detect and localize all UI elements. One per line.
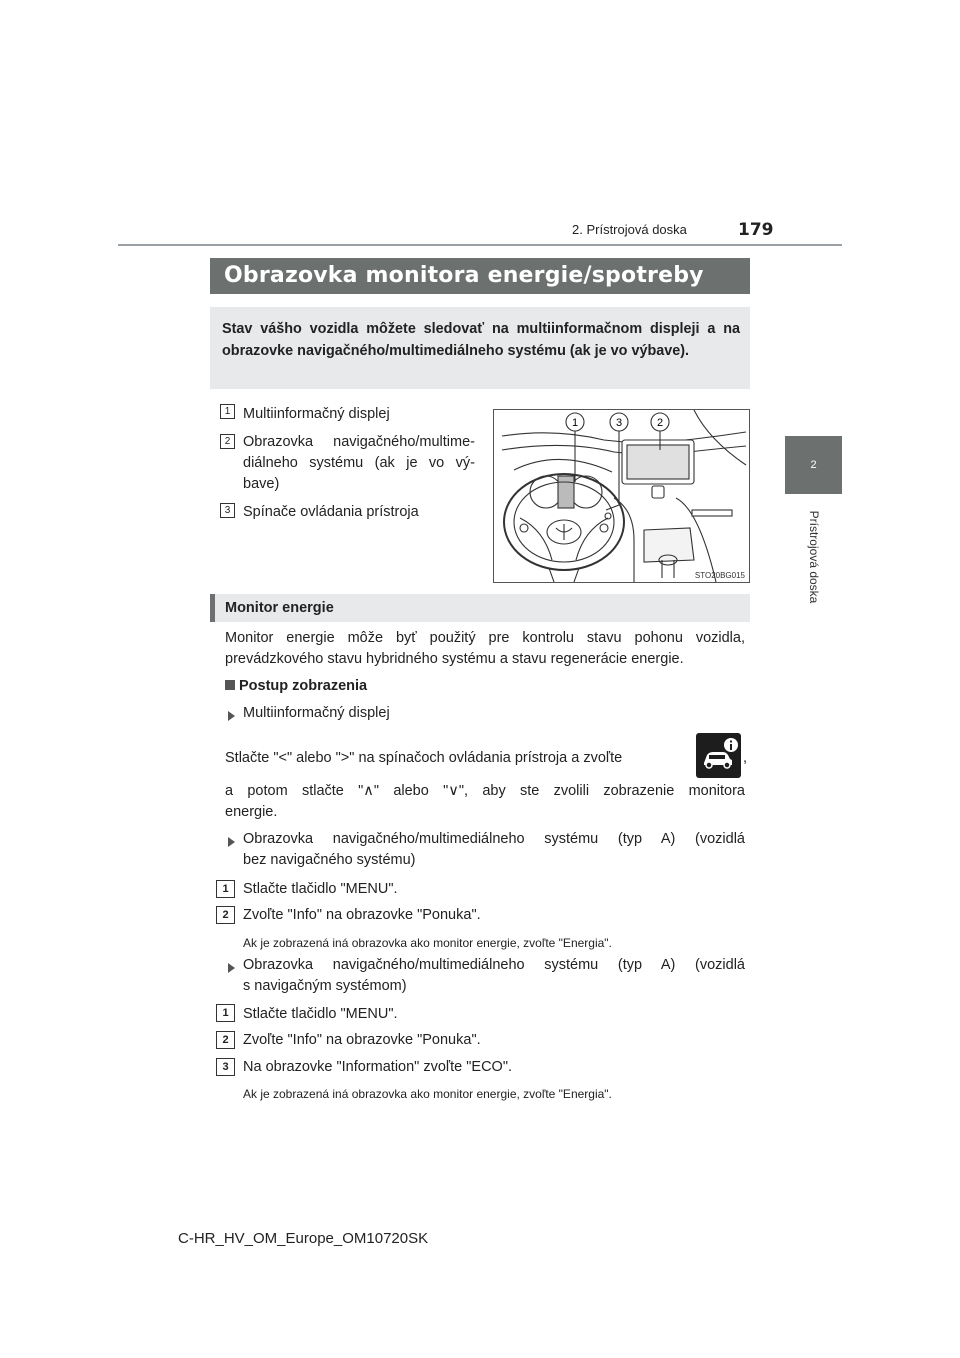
nav-b-step-3: Na obrazovke "Information" zvoľte "ECO".	[243, 1059, 513, 1075]
procedure-heading-text: Postup zobrazenia	[239, 678, 368, 694]
mid-instruction-line2: a potom stlačte "∧" alebo "∨", aby ste zvolili zobrazenie monitora	[225, 783, 745, 799]
callout-2: 2	[656, 417, 664, 429]
square-bullet-icon	[225, 680, 235, 690]
legend-item-2-line2: diálneho systému (ak je vo vý-	[243, 455, 475, 471]
nav-a-note: Ak je zobrazená iná obrazovka ako monitor energie, zvoľte "Energia".	[243, 936, 612, 950]
mid-title: Multiinformačný displej	[243, 705, 390, 721]
triangle-bullet-icon	[228, 708, 235, 726]
legend-number-3: 3	[220, 503, 235, 518]
callout-3: 3	[615, 417, 623, 429]
figure-caption: STO20BG015	[694, 571, 745, 580]
legend-number-2: 2	[220, 434, 235, 449]
vehicle-info-glyph	[696, 733, 741, 778]
chapter-side-label-text: Prístrojová doska	[807, 510, 821, 604]
intro-box	[210, 307, 750, 389]
nav-b-step-2: Zvoľte "Info" na obrazovke "Ponuka".	[243, 1032, 481, 1048]
legend-item-1: Multiinformačný displej	[243, 406, 390, 422]
callout-1: 1	[571, 417, 579, 429]
nav-b-title-line2: s navigačným systémom)	[243, 978, 407, 994]
dashboard-drawing	[494, 410, 749, 582]
step-number-2: 2	[216, 1031, 235, 1049]
subsection-title: Monitor energie	[210, 594, 750, 622]
subsection-description: Monitor energie môže byť použitý pre kontrolu stavu pohonu vozidla, prevádzkového stavu hybridného systému a stavu regenerácie energie.	[225, 630, 745, 667]
triangle-bullet-icon	[228, 834, 235, 852]
nav-a-title-line2: bez navigačného systému)	[243, 852, 416, 868]
step-number-1: 1	[216, 1004, 235, 1022]
nav-a-step-1: Stlačte tlačidlo "MENU".	[243, 881, 398, 897]
mid-instruction-comma: ,	[743, 750, 748, 766]
procedure-heading	[225, 676, 367, 697]
nav-b-step-1: Stlačte tlačidlo "MENU".	[243, 1006, 398, 1022]
manual-code: C-HR_HV_OM_Europe_OM10720SK	[178, 1230, 429, 1247]
nav-b-note: Ak je zobrazená iná obrazovka ako monitor energie, zvoľte "Energia".	[243, 1087, 612, 1101]
legend-item-3: Spínače ovládania prístroja	[243, 504, 419, 520]
section-title: Obrazovka monitora energie/spotreby	[210, 258, 750, 294]
legend-item-2-line1: Obrazovka navigačného/multime-	[243, 434, 475, 450]
legend-number-1: 1	[220, 404, 235, 419]
nav-a-step-2: Zvoľte "Info" na obrazovke "Ponuka".	[243, 907, 481, 923]
step-number-2: 2	[216, 906, 235, 924]
nav-b-title-line1: Obrazovka navigačného/multimediálneho systému (typ A) (vozidlá	[243, 957, 745, 973]
step-number-3: 3	[216, 1058, 235, 1076]
step-number-1: 1	[216, 880, 235, 898]
mid-instruction-line1: Stlačte "<" alebo ">" na spínačoch ovládania prístroja a zvoľte	[225, 750, 623, 766]
chapter-side-label	[804, 500, 824, 620]
nav-a-title-line1: Obrazovka navigačného/multimediálneho systému (typ A) (vozidlá	[243, 831, 745, 847]
chapter-title: 2. Prístrojová doska	[572, 222, 687, 237]
header-divider	[118, 244, 842, 246]
legend-item-2-line3: bave)	[243, 476, 280, 492]
chapter-tab: 2	[785, 436, 842, 494]
mid-instruction-line3: energie.	[225, 804, 278, 820]
page-number: 179	[738, 220, 774, 240]
vehicle-info-icon	[696, 733, 741, 778]
dashboard-illustration	[493, 409, 750, 583]
intro-text: Stav vášho vozidla môžete sledovať na multiinformačnom displeji a na obrazovke navigačného/multimediálneho systému (ak je vo výbave).	[222, 321, 740, 359]
triangle-bullet-icon	[228, 960, 235, 978]
